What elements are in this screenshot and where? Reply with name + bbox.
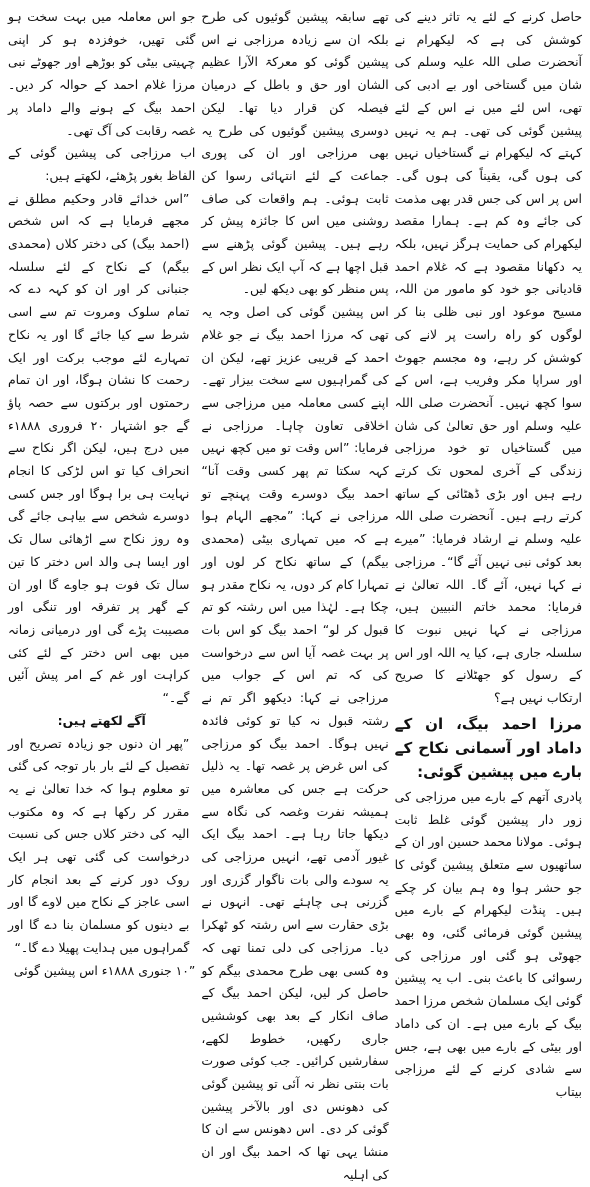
paragraph: اب مرزاجی کی پیشین گوئی کے الفاظ بغور پڑھئے، لکھتے ہیں: xyxy=(8,145,196,183)
paragraph: اس پیشین گوئی کی اصل وجہ یہ تھی کہ مرزا احمد بیگ نے جو غلام احمد کے قریبی عزیز تھے، لیکن ان کی گمراہیوں سے سخت بیزار تھے۔ اپنے کسی معاملہ میں مرزاجی سے اخلاقی تعاون چاہا۔ مرزاجی نے فرمایا: ”اس وقت تو میں کچھ نہیں کہہ سکتا تم پھر کسی وقت آنا“ احمد بیگ دوسرے وقت پہنچے تو مرزاجی نے کہا: ”مجھے الہام ہوا ہے کہ میں تمہاری بیٹی (محمدی بیگم) کے ساتھ نکاح کر لوں اور تمہارا کام کر دوں، یہ نکاح مقدر ہو چکا ہے۔ لہٰذا میں اس رشتہ کو تم قبول کر لو“ احمد بیگ کو اس بات پر بہت غصہ آیا اس سے درخواست کی کہ تم اس کے جواب میں مرزاجی نے کہا: دیکھو اگر تم نے رشتہ قبول نہ کیا تو کوئی فائدہ نہیں ہوگا۔ احمد بیگ کو مرزاجی کی اس غرض پر غصہ تھا۔ یہ ذلیل حرکت ہے جس کی معاشرہ میں ہمیشہ نفرت وغصہ کی نگاہ سے دیکھا جاتا رہا ہے۔ احمد بیگ ایک غیور آدمی تھے، انہیں مرزاجی کی یہ سودے والی بات ناگوار گزری اور گزرنی ہی چاہئے تھی۔ انہوں نے بڑی حقارت سے اس رشتہ کو ٹھکرا دیا۔ مرزاجی کی دلی تمنا تھی کہ وہ کسی بھی طرح محمدی بیگم کو حاصل کر لیں، لیکن احمد بیگ کے صاف انکار کے بعد بھی کوششیں جاری رکھیں، خطوط لکھے، سفارشیں کرائیں۔ جب کوئی صورت بات بنتی نظر نہ آئی تو پیشین گوئی کی دھونس دی اور بالآخر پیشین گوئی کر دی۔ اس دھونس سے ان کا منشا یہی تھا کہ احمد بیگ اور ان کی اہلیہ xyxy=(201,304,389,1182)
paragraph: جو اس معاملہ میں بہت سخت ہو گئی تھیں، خوفزدہ ہو کر اپنی چہیتی بیٹی کو بوڑھے اور جھوٹے نبی مرزا غلام احمد کے حوالہ کر دیں۔ احمد بیگ کے ہونے والے داماد پر غصہ رقابت کی آگ تھی۔ xyxy=(8,9,196,138)
column-middle xyxy=(201,6,389,1182)
column-right xyxy=(394,6,582,1099)
paragraph: ”۱۰ جنوری ۱۸۸۸ء اس پیشین گوئی xyxy=(13,962,196,978)
paragraph: حاصل کرنے کے لئے یہ تاثر دینے کی کوشش کی ہے کہ لیکھرام نے آنحضرت صلی اللہ علیہ وسلم کی شان میں گستاخی اور بے ادبی کی تھی، اس لئے میں نے اس کے لئے پیشین گوئی کی تھی۔ ہم یہ نہیں کہتے کہ لیکھرام نے گستاخیاں نہیں کی ہوں گی، یقیناً کی ہوں گی۔ اس پر اس کی جس قدر بھی مذمت کی جائے وہ کم ہے۔ ہمارا مقصد لیکھرام کی حمایت ہرگز نہیں، بلکہ یہ دکھانا مقصود ہے کہ غلام احمد قادیانی جو خود کو مامور من اللہ، مسیح موعود اور نبی ظلی بنا کر لوگوں کو راہ راست پر لانے کی کوشش کر رہے، وہ مجسم جھوٹ اور سراپا مکر وفریب ہے، اس کے سوا کچھ نہیں۔ آنحضرت صلی اللہ علیہ وسلم اور حق تعالیٰ کی شان میں گستاخیاں تو خود مرزاجی زندگی کے آخری لمحوں تک کرتے رہے ہیں اور بڑی ڈھٹائی کے ساتھ کرتے رہے ہیں۔ آنحضرت صلی اللہ علیہ وسلم نے ارشاد فرمایا: ”میرے بعد کوئی نبی نہیں آئے گا“۔ مرزاجی نے کہا نہیں، آئے گا۔ اللہ تعالیٰ نے فرمایا: محمد خاتم النبیین ہیں، مرزاجی نے کہا نہیں نبوت کا سلسلہ جاری ہے، کیا یہ اللہ اور اس کے رسول کو جھٹلانے کا صریح ارتکاب نہیں ہے؟ xyxy=(394,9,582,706)
block-quote: ”اس خدائے قادر وحکیم مطلق نے مجھے فرمایا ہے کہ اس شخص (احمد بیگ) کی دختر کلاں (محمدی بیگم) کے نکاح کے لئے سلسلہ جنبانی کر اور ان کو کہہ دے کہ تمام سلوک ومروت تم سے اسی شرط سے کیا جائے گا اور یہ نکاح تمہارے لئے موجب برکت اور ایک رحمت کا نشان ہوگا، اور ان تمام رحمتوں اور برکتوں سے حصہ پاؤ گے جو اشتہار ۲۰ فروری ۱۸۸۸ء میں درج ہیں، لیکن اگر نکاح سے انحراف کیا تو اس لڑکی کا انجام نہایت ہی برا ہوگا اور جس کسی دوسرے شخص سے بیاہی جائے گی وہ روز نکاح سے اڑھائی سال تک اور ایسا ہی والد اس دختر کا تین سال تک فوت ہو جاوے گا اور ان کے گھر پر تفرقہ اور تنگی اور مصیبت پڑے گی اور درمیانی زمانہ میں بھی اس دختر کے لئے کئی کراہت اور غم کے امر پیش آئیں گے۔“ xyxy=(8,190,190,706)
block-quote: ”پھر ان دنوں جو زیادہ تصریح اور تفصیل کے لئے بار بار توجہ کی گئی تو معلوم ہوا کہ خدا تعالیٰ نے یہ مقرر کر رکھا ہے کہ وہ مکتوب الیہ کی دختر کلاں جس کی نسبت درخواست کی گئی تھی ہر ایک روک دور کرنے کے بعد انجام کار اسی عاجز کے نکاح میں لاوے گا اور بے دینوں کو مسلمان بنا دے گا اور گمراہوں میں ہدایت پھیلا دے گا۔“ xyxy=(8,735,190,955)
paragraph: تھے سابقہ پیشین گوئیوں کی طرح بلکہ ان سے زیادہ مرزاجی نے اس پیشین گوئی کو معرکۃ الآرا عظیم الشان اور حق و باطل کے درمیان فیصلہ کن قرار دیا تھا۔ لیکن دوسری پیشین گوئیوں کی طرح یہ بھی مرزاجی اور ان کی پوری جماعت کے لئے انتہائی رسوا کن ثابت ہوئی۔ ہم واقعات کی صاف روشنی میں اس کا جائزہ پیش کر رہے ہیں۔ پیشین گوئی پڑھنے سے قبل اچھا ہے کہ آپ ایک نظر اس کے پس منظر کو بھی دیکھ لیں۔ xyxy=(201,9,389,297)
paragraph: پادری آتھم کے بارے میں مرزاجی کی زور دار پیشین گوئی غلط ثابت ہوئی۔ مولانا محمد حسین اور ان کے ساتھیوں سے متعلق پیشین گوئی کا جو حشر ہوا وہ ہم بیان کر چکے ہیں۔ پنڈت لیکھرام کے بارے میں پیشین گوئی فرمائی گئی، وہ بھی جھوٹی ہو گئی اور مرزاجی کی رسوائی کا باعث بنی۔ اب یہ پیشین گوئی ایک مسلمان شخص مرزا احمد بیگ کے بارے میں ہے۔ ان کی داماد اور بیٹی کے بارے میں بھی ہے، جس سے شادی کرنے کے لئے مرزاجی بیتاب xyxy=(394,788,582,1099)
section-heading: مرزا احمد بیگ، ان کے داماد اور آسمانی نکاح کے بارے میں پیشین گوئی: xyxy=(394,714,582,781)
column-left xyxy=(8,6,196,978)
subheading: آگے لکھتے ہیں: xyxy=(57,712,146,728)
